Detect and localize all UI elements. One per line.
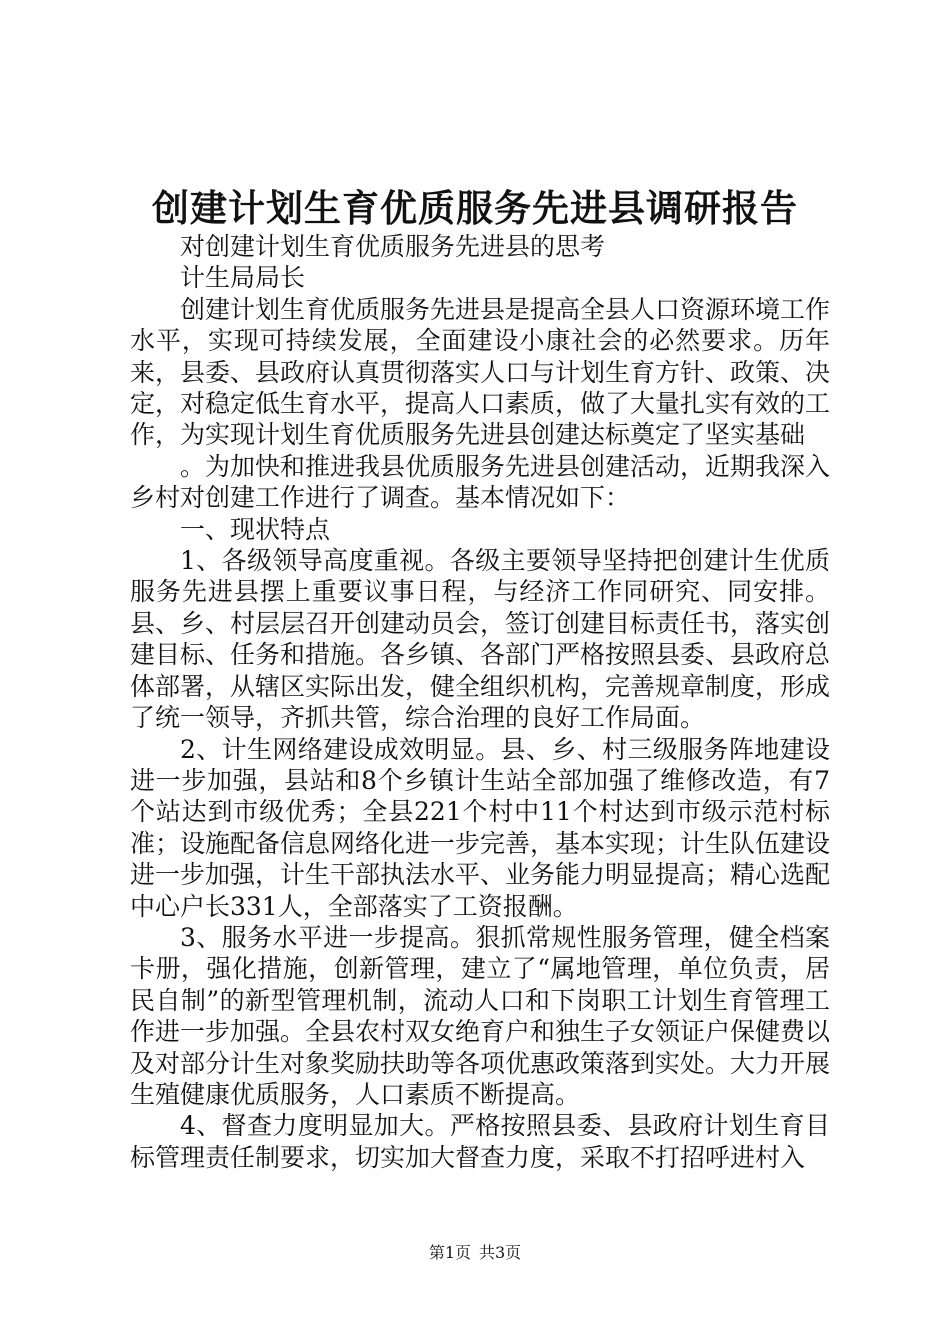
body-paragraph: 2、计生网络建设成效明显。县、乡、村三级服务阵地建设进一步加强，县站和8个乡镇计生站全部加强了维修改造，有7个站达到市级优秀；全县221个村中11个村达到市级示范村标准；设施配备信息网络化进一步完善，基本实现；计生队伍建设进一步加强，计生干部执法水平、业务能力明显提高；精心选配中心户长331人，全部落实了工资报酬。 <box>130 734 831 921</box>
body-paragraph: 1、各级领导高度重视。各级主要领导坚持把创建计生优质服务先进县摆上重要议事日程，与经济工作同研究、同安排。县、乡、村层层召开创建动员会，签订创建目标责任书，落实创建目标、任务和措施。各乡镇、各部门严格按照县委、县政府总体部署，从辖区实际出发，健全组织机构，完善规章制度，形成了统一领导，齐抓共管，综合治理的良好工作局面。 <box>130 546 831 733</box>
page-total: 共3页 <box>479 1243 522 1262</box>
intro-paragraph: 创建计划生育优质服务先进县是提高全县人口资源环境工作水平，实现可持续发展，全面建设小康社会的必然要求。历年来，县委、县政府认真贯彻落实人口与计划生育方针、政策、决定，对稳定低生育水平，提高人口素质，做了大量扎实有效的工作，为实现计划生育优质服务先进县创建达标奠定了坚实基础 <box>130 294 831 450</box>
intro-continuation-paragraph: 。为加快和推进我县优质服务先进县创建活动，近期我深入乡村对创建工作进行了调查。基本情况如下： <box>130 451 831 513</box>
page-number: 第1页 <box>428 1243 471 1262</box>
body-paragraph: 3、服务水平进一步提高。狠抓常规性服务管理，健全档案卡册，强化措施，创新管理，建立了“属地管理，单位负责，居民自制”的新型管理机制，流动人口和下岗职工计划生育管理工作进一步加强。全县农村双女绝育户和独生子女领证户保健费以及对部分计生对象奖励扶助等各项优惠政策落到实处。大力开展生殖健康优质服务，人口素质不断提高。 <box>130 922 831 1109</box>
document-title: 创建计划生育优质服务先进县调研报告 <box>152 186 798 230</box>
page-footer <box>0 1242 950 1264</box>
section-heading: 一、现状特点 <box>180 514 331 544</box>
body-paragraph: 4、督查力度明显加大。严格按照县委、县政府计划生育目标管理责任制要求，切实加大督查力度，采取不打招呼进村入 <box>130 1111 830 1172</box>
author-line: 计生局局长 <box>180 263 306 293</box>
subtitle-paragraph: 对创建计划生育优质服务先进县的思考 <box>180 232 606 261</box>
document-body <box>130 231 830 1173</box>
